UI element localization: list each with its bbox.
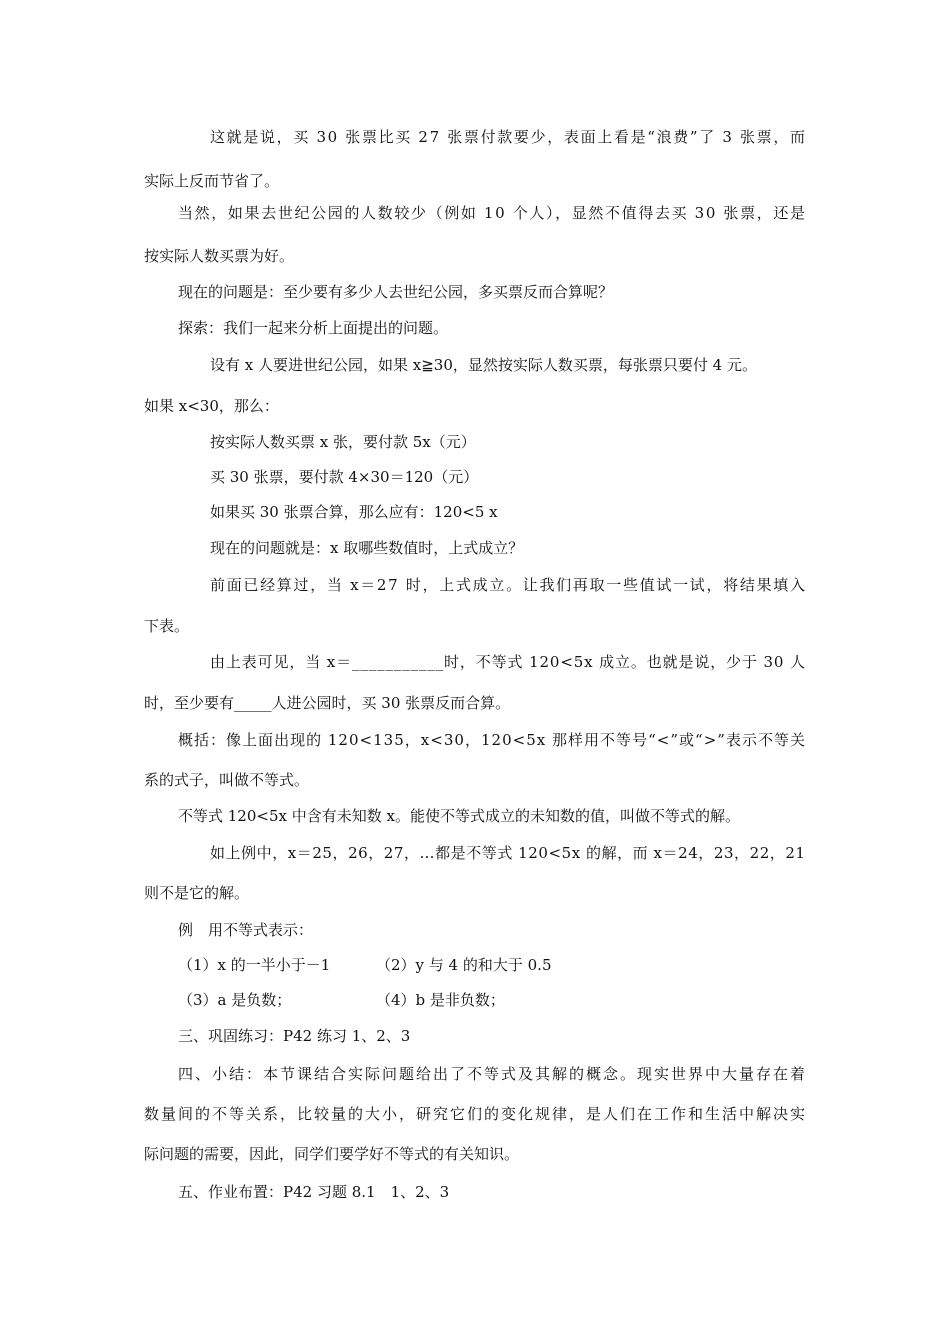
para-line: 如果 x<30，那么： [144, 397, 279, 415]
para-line: 当然，如果去世纪公园的人数较少（例如 10 个人），显然不值得去买 30 张票，还是 [178, 204, 807, 222]
para-line: 探索：我们一起来分析上面提出的问题。 [178, 319, 449, 337]
para-line: 现在的问题是：至少要有多少人去世纪公园，多买票反而合算呢？ [178, 283, 614, 301]
para-line: 际问题的需要，因此，同学们要学好不等式的有关知识。 [144, 1145, 520, 1163]
example-heading: 例 用不等式表示： [178, 921, 314, 939]
example-item: （1）x 的一半小于－1 [178, 956, 331, 974]
para-line: 这就是说，买 30 张票比买 27 张票付款要少，表面上看是“浪费”了 3 张票，而 [210, 128, 807, 146]
para-line: 概括：像上面出现的 120<135，x<30，120<5x 那样用不等号“<”或“>”表示不等关 [178, 731, 807, 749]
para-line: 如果买 30 张票合算，那么应有：120<5 x [210, 503, 498, 521]
section-heading: 三、巩固练习：P42 练习 1、2、3 [178, 1027, 411, 1045]
para-line: 时，至少要有_____人进公园时，买 30 张票反而合算。 [144, 694, 511, 712]
para-line: 设有 x 人要进世纪公园，如果 x≧30，显然按实际人数买票，每张票只要付 4 元。 [210, 356, 757, 374]
para-line: 按实际人数买票为好。 [144, 247, 295, 265]
para-line: 系的式子，叫做不等式。 [144, 771, 310, 789]
para-line: 现在的问题就是：x 取哪些数值时，上式成立？ [210, 539, 524, 557]
para-line: 下表。 [144, 617, 190, 635]
para-line: 则不是它的解。 [144, 884, 250, 902]
para-line: 数量间的不等关系，比较量的大小，研究它们的变化规律，是人们在工作和生活中解决实 [144, 1105, 808, 1123]
para-line: 实际上反而节省了。 [144, 172, 280, 190]
para-line: 按实际人数买票 x 张，要付款 5x（元） [210, 433, 476, 451]
para-line: 前面已经算过，当 x＝27 时，上式成立。让我们再取一些值试一试，将结果填入 [210, 576, 807, 594]
example-item: （4）b 是非负数； [376, 991, 505, 1009]
para-line: 如上例中，x＝25，26，27，…都是不等式 120<5x 的解，而 x＝24，23，22，21 [210, 844, 806, 862]
section-heading: 五、作业布置：P42 习题 8.1 1、2、3 [178, 1183, 450, 1201]
para-line: 由上表可见，当 x＝___________时，不等式 120<5x 成立。也就是说，少于 30 人 [210, 653, 806, 671]
example-item: （3）a 是负数； [178, 991, 292, 1009]
example-item: （2）y 与 4 的和大于 0.5 [376, 956, 552, 974]
para-line: 不等式 120<5x 中含有未知数 x。能使不等式成立的未知数的值，叫做不等式的解。 [178, 807, 740, 825]
para-line: 买 30 张票，要付款 4×30＝120（元） [210, 468, 479, 486]
para-line: 四、小结：本节课结合实际问题给出了不等式及其解的概念。现实世界中大量存在着 [178, 1065, 808, 1083]
